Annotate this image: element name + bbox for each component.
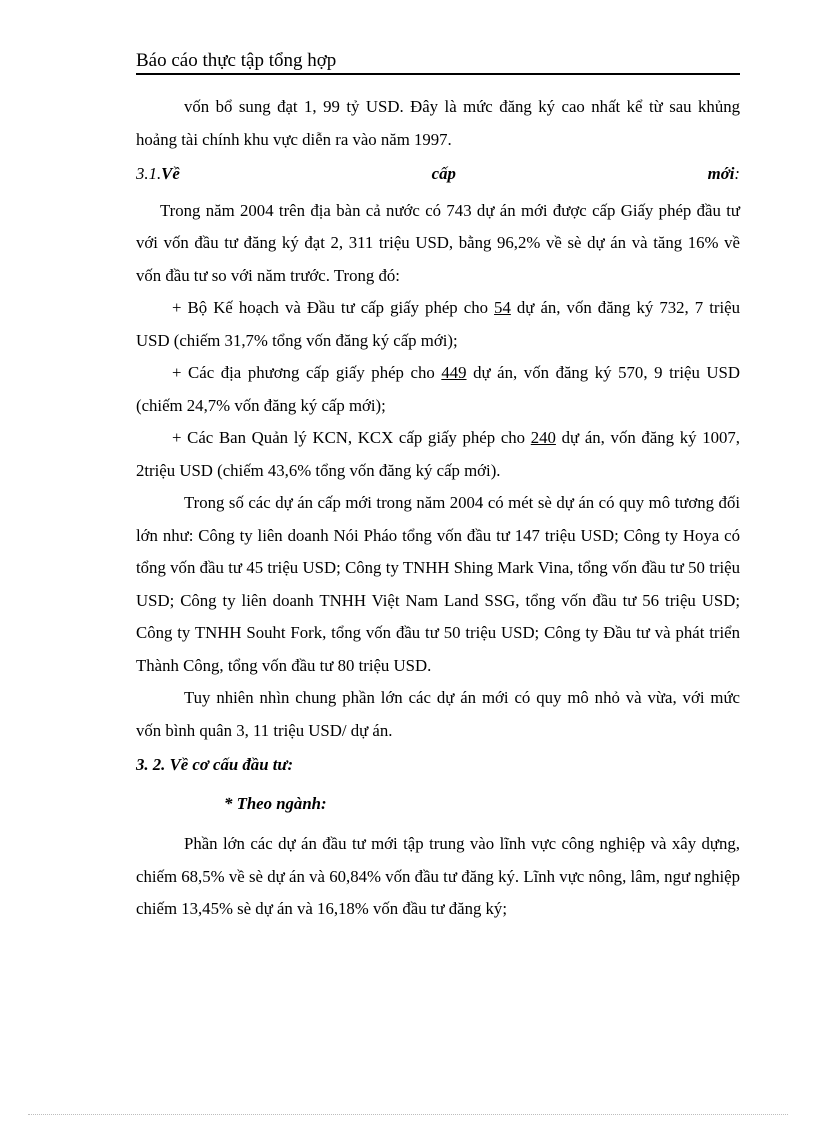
intro-paragraph: vốn bổ sung đạt 1, 99 tỷ USD. Đây là mức đăng ký cao nhất kể từ sau khủng hoảng tài chính khu vực diễn ra vào năm 1997. xyxy=(136,97,740,149)
page-header: Báo cáo thực tập tổng hợp xyxy=(136,50,740,75)
subsection-heading-by-sector: * Theo ngành: xyxy=(224,793,327,813)
bullet-boards-pre: + Các Ban Quản lý KCN, KCX cấp giấy phép cho xyxy=(172,428,531,447)
section-word-2: cấp xyxy=(431,164,456,183)
bullet-localities-post: dự án, vốn đăng ký 570, 9 triệu USD (chiếm 24,7% vốn đăng ký cấp mới); xyxy=(136,363,740,415)
paragraph-sector: Phần lớn các dự án đầu tư mới tập trung vào lĩnh vực công nghiệp và xây dựng, chiếm 68,5% về sè dự án và 60,84% vốn đầu tư đăng ký. Lĩnh vực nông, lâm, ngư nghiệp chiếm 13,45% sè dự án và 16,18% vốn đầu tư đăng ký; xyxy=(136,834,740,918)
bullet-ministry xyxy=(136,292,740,357)
page-bottom-divider xyxy=(28,1114,788,1115)
section-colon: : xyxy=(734,164,740,183)
bullet-boards-count: 240 xyxy=(530,428,556,447)
paragraph-large-projects: Trong số các dự án cấp mới trong năm 2004 có mét sè dự án có quy mô tương đối lớn như: Công ty liên doanh Nói Pháo tổng vốn đầu tư 147 triệu USD; Công ty Hoya có tổng vốn đầu tư 45 triệu USD; Công ty TNHH Shing Mark Vina, tổng vốn đầu tư 50 triệu USD; Công ty liên doanh TNHH Việt Nam Land SSG, tổng vốn đầu tư 56 triệu USD; Công ty TNHH Souht Fork, tổng vốn đầu tư 50 triệu USD; Công ty Đầu tư và phát triển Thành Công, tổng vốn đầu tư 80 triệu USD. xyxy=(136,493,740,675)
section-word-1: Về xyxy=(161,164,180,183)
bullet-ministry-pre: + Bộ Kế hoạch và Đầu tư cấp giấy phép cho xyxy=(172,298,495,317)
paragraph-2004-overview: Trong năm 2004 trên địa bàn cả nước có 743 dự án mới được cấp Giấy phép đầu tư với vốn đầu tư đăng ký đạt 2, 311 triệu USD, bằng 96,2% về sè dự án và tăng 16% về vốn đầu tư so với năm trước. Trong đó: xyxy=(136,200,740,285)
section-word-3: mới xyxy=(707,164,735,183)
section-heading-3-2: 3. 2. Về cơ cấu đầu tư: xyxy=(136,755,294,774)
bullet-ministry-post: dự án, vốn đăng ký 732, 7 triệu USD (chiếm 31,7% tổng vốn đăng ký cấp mới); xyxy=(136,298,740,350)
section-heading-3-1 xyxy=(136,158,740,191)
bullet-localities-count: 449 xyxy=(441,363,467,382)
bullet-management-boards xyxy=(136,422,740,487)
document-body xyxy=(136,91,740,926)
bullet-localities xyxy=(136,357,740,422)
section-number: 3.1. xyxy=(136,164,162,183)
paragraph-project-scale: Tuy nhiên nhìn chung phần lớn các dự án mới có quy mô nhỏ và vừa, với mức vốn bình quân 3, 11 triệu USD/ dự án. xyxy=(136,688,740,740)
bullet-boards-post: dự án, vốn đăng ký 1007, 2triệu USD (chiếm 43,6% tổng vốn đăng ký cấp mới). xyxy=(136,428,740,480)
bullet-ministry-count: 54 xyxy=(494,298,511,317)
bullet-localities-pre: + Các địa phương cấp giấy phép cho xyxy=(172,363,442,382)
